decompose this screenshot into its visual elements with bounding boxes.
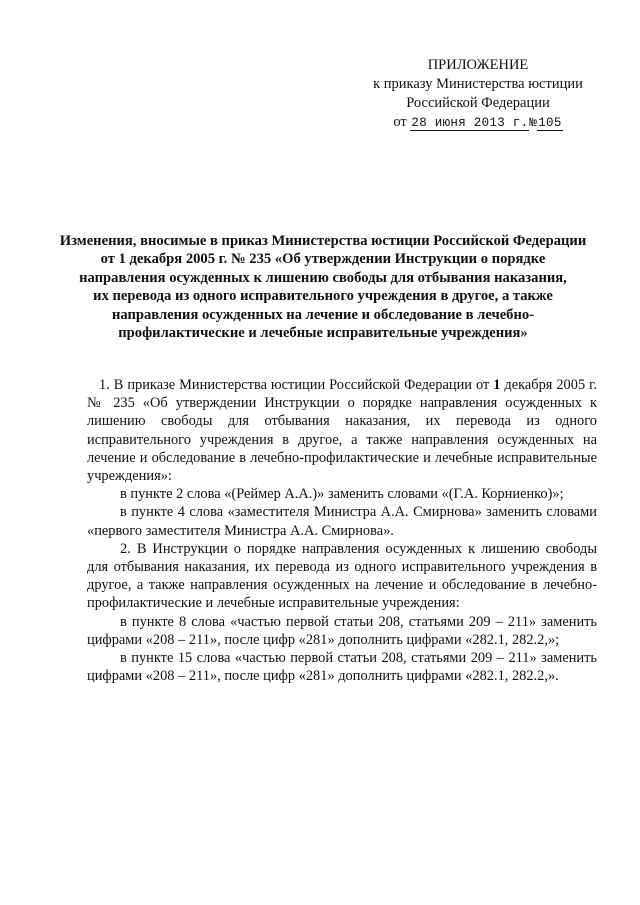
title-line: от 1 декабря 2005 г. № 235 «Об утверждении Инструкции о порядке (100, 251, 546, 268)
paragraph-4: 2. В Инструкции о порядке направления осужденных к лишению свободы для отбывания наказания, их перевода из одного исправительного учреждения в другое, а также направления осужденных на лечение и обследование в лечебно-профилактические и лечебные исправительные учреждения: (87, 540, 597, 612)
date-prefix: от (393, 114, 407, 130)
paragraph-6: в пункте 15 слова «частью первой статьи 208, статьями 209 – 211» заменить цифрами «208 – 211», после цифр «281» дополнить цифрами «282.1, 282.2,». (87, 650, 597, 685)
appendix-date-line (352, 113, 604, 133)
appendix-header (352, 56, 604, 133)
paragraph-3: в пункте 4 слова «заместителя Министра А.А. Смирнова» заменить словами «первого заместителя Министра А.А. Смирнова». (87, 504, 597, 539)
paragraph-2: в пункте 2 слова «(Реймер А.А.)» заменить словами «(Г.А. Корниенко)»; (120, 486, 564, 503)
paragraph-1-text-b: декабря 2005 г. № 235 «Об утверждении Инструкции о порядке направления осужденных к лишению свободы для отбывания наказания, их перевода из одного исправительного учреждения в другое, а также направления осужденных на лечение и обследование в лечебно-профилактические и лечебные исправительные учреждения»: (87, 377, 597, 485)
title-line: их перевода из одного исправительного учреждения в другое, а также (93, 288, 553, 305)
document-body (87, 376, 597, 685)
paragraph-1 (87, 376, 597, 485)
appendix-ministry: Российской Федерации (406, 95, 550, 111)
paragraph-5: в пункте 8 слова «частью первой статьи 208, статьями 209 – 211» заменить цифрами «208 – 211», после цифр «281» дополнить цифрами «282.1, 282.2,»; (87, 613, 597, 648)
appendix-heading: ПРИЛОЖЕНИЕ (427, 57, 529, 73)
number-sign: № (529, 116, 538, 130)
title-line: направления осужденных на лечение и обследование в лечебно- (111, 306, 535, 323)
paragraph-1-text-a: 1. В приказе Министерства юстиции Российской Федерации от (99, 377, 490, 393)
paragraph-1-bold: 1 (493, 377, 501, 393)
order-number: 105 (538, 116, 562, 130)
order-date: 28 июня 2013 г. (411, 116, 529, 130)
title-line: направления осужденных к лишению свободы для отбывания наказания, (79, 269, 567, 286)
title-line: Изменения, вносимые в приказ Министерства юстиции Российской Федерации (59, 233, 587, 249)
document-title (40, 232, 606, 342)
title-line: профилактические и лечебные исправительные учреждения» (118, 325, 528, 342)
appendix-order-ref: к приказу Министерства юстиции (373, 76, 583, 92)
